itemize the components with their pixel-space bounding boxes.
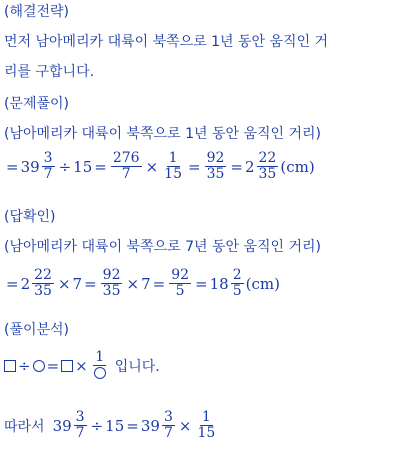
equals-sign: = xyxy=(6,274,19,293)
numerator: 2 xyxy=(232,267,242,283)
answer-equation xyxy=(4,268,280,299)
unit-label: (cm) xyxy=(245,274,280,293)
solution-description: (남아메리카 대륙이 북쪽으로 1년 동안 움직인 거리) xyxy=(4,126,322,142)
fraction xyxy=(74,410,87,441)
square-placeholder-icon xyxy=(4,360,16,372)
square-placeholder-icon xyxy=(61,360,73,372)
denominator: 7 xyxy=(43,166,53,182)
unit-label: (cm) xyxy=(280,157,315,176)
fraction xyxy=(101,268,123,299)
equals-sign: = xyxy=(46,356,60,375)
mixed-whole: 18 xyxy=(209,274,229,293)
denominator: 15 xyxy=(164,166,182,182)
denominator: 35 xyxy=(102,283,121,299)
fraction xyxy=(162,151,184,182)
circle-placeholder-icon xyxy=(94,367,106,379)
fraction xyxy=(205,151,227,182)
denominator: 7 xyxy=(121,166,131,182)
numerator: 3 xyxy=(43,150,53,166)
numerator: 1 xyxy=(201,409,211,425)
equals-sign: = xyxy=(187,157,201,176)
solution-heading: (문제풀이) xyxy=(4,96,70,112)
fraction xyxy=(111,151,142,182)
rule-suffix: 입니다. xyxy=(114,358,160,375)
solution-equation xyxy=(4,151,315,182)
fraction xyxy=(32,268,54,299)
times-sign: × xyxy=(145,157,159,176)
mixed-whole: 39 xyxy=(52,416,72,435)
divisor: 15 xyxy=(73,157,93,176)
times-sign: × xyxy=(57,274,71,293)
numerator: 1 xyxy=(168,150,178,166)
denominator: 35 xyxy=(206,166,225,182)
denominator xyxy=(92,366,108,381)
fraction xyxy=(162,410,175,441)
denominator: 35 xyxy=(258,166,277,182)
numerator: 22 xyxy=(258,150,277,166)
fraction xyxy=(195,410,217,441)
divide-sign: ÷ xyxy=(58,157,72,176)
times-sign: × xyxy=(178,416,192,435)
analysis-heading: (풀이분석) xyxy=(4,322,70,338)
numerator: 92 xyxy=(102,267,121,283)
numerator: 276 xyxy=(112,150,140,166)
strategy-heading: (해결전략) xyxy=(4,4,70,20)
times-sign: × xyxy=(75,356,88,375)
denominator: 5 xyxy=(175,283,185,299)
strategy-text-line2: 리를 구합니다. xyxy=(4,64,95,80)
fraction xyxy=(257,151,279,182)
circle-placeholder-icon xyxy=(33,360,45,372)
divisor: 15 xyxy=(105,416,125,435)
strategy-text-line1: 먼저 남아메리카 대륙이 북쪽으로 1년 동안 움직인 거 xyxy=(4,34,329,50)
numerator: 22 xyxy=(34,267,52,283)
fraction xyxy=(169,268,191,299)
equals-sign: = xyxy=(230,157,243,176)
mixed-whole: 39 xyxy=(20,157,40,176)
divide-sign: ÷ xyxy=(90,416,104,435)
equals-sign: = xyxy=(126,416,139,435)
fraction xyxy=(231,268,244,299)
equals-sign: = xyxy=(94,157,107,176)
mixed-whole: 39 xyxy=(140,416,160,435)
numerator: 1 xyxy=(95,349,105,365)
denominator: 7 xyxy=(75,425,85,441)
numerator: 3 xyxy=(163,409,173,425)
numerator: 92 xyxy=(171,267,190,283)
denominator: 7 xyxy=(163,425,173,441)
equals-sign: = xyxy=(195,274,208,293)
fraction xyxy=(92,350,108,381)
multiplier: 7 xyxy=(72,274,83,293)
answer-description: (남아메리카 대륙이 북쪽으로 7년 동안 움직인 거리) xyxy=(4,239,322,255)
denominator: 15 xyxy=(197,425,216,441)
multiplier: 7 xyxy=(141,274,151,293)
denominator: 5 xyxy=(232,283,242,299)
analysis-rule xyxy=(4,350,160,381)
mixed-whole: 2 xyxy=(244,157,255,176)
equals-sign: = xyxy=(6,157,19,176)
example-prefix: 따라서 xyxy=(4,418,45,435)
denominator: 35 xyxy=(34,283,52,299)
mixed-whole: 2 xyxy=(20,274,31,293)
analysis-example xyxy=(4,410,219,441)
numerator: 3 xyxy=(75,409,85,425)
times-sign: × xyxy=(126,274,140,293)
equals-sign: = xyxy=(84,274,97,293)
equals-sign: = xyxy=(152,274,166,293)
divide-sign: ÷ xyxy=(18,356,31,375)
fraction xyxy=(42,151,55,182)
numerator: 92 xyxy=(206,150,225,166)
answer-heading: (답확인) xyxy=(4,209,56,225)
